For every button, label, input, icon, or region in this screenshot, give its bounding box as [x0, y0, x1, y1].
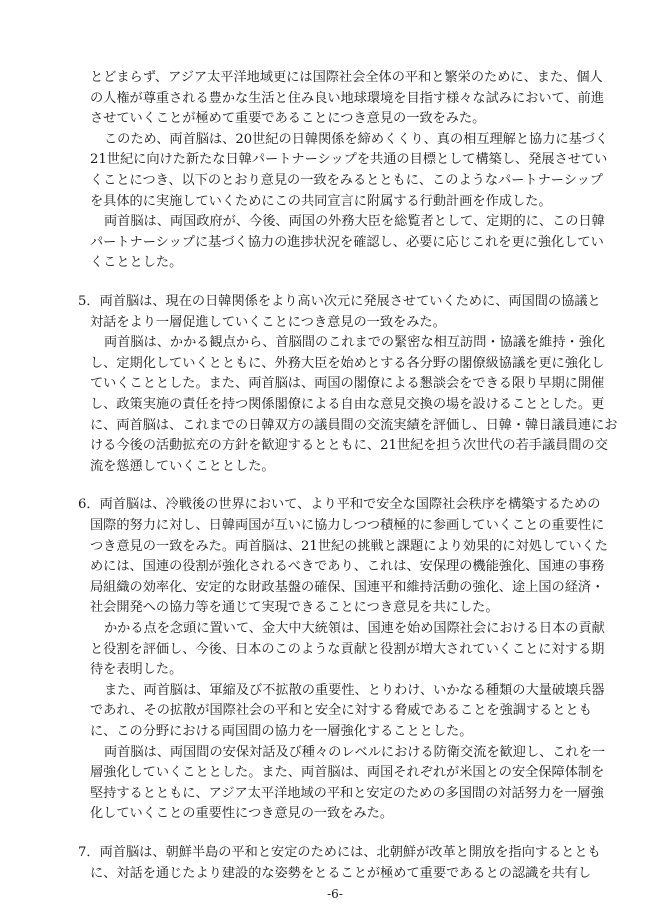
text-line: 待を表明した。 — [90, 662, 183, 678]
text-line: 両首脳は、両国間の安保対話及び種々のレベルにおける防衛交流を歓迎し、これを一 — [104, 744, 606, 760]
section-5-heading: 5．両首脳は、現在の日韓関係をより高い次元に発展させていくために、両国間の協議と — [78, 294, 601, 309]
text-line: と役割を評価し、今後、日本のこのような貢献と役割が増大されていくことに対する期 — [90, 641, 605, 657]
text-line: ていくこととした。また、両首脳は、両国の閣僚による懇談会をできる限り早期に開催 — [90, 376, 605, 392]
text-line: くこととした。 — [90, 255, 183, 271]
text-line: くことにつき、以下のとおり意見の一致をみるとともに、このようなパートナーシップ — [90, 173, 603, 188]
text-line: また、両首脳は、軍縮及び不拡散の重要性、とりわけ、いかなる種類の大量破壊兵器 — [104, 682, 605, 698]
text-line: かかる点を念頭に置いて、金大中大統領は、国連を始め国際社会における日本の貢献 — [104, 621, 605, 636]
text-line: 国際的努力に対し、日韓両国が互いに協力しつつ積極的に参画していくことの重要性に — [90, 518, 605, 533]
text-line: 堅持するとともに、アジア太平洋地域の平和と安定のための多国間の対話努力を一層強 — [90, 785, 604, 801]
text-line: 対話をより一層促進していくことにつき意見の一致をみた。 — [90, 314, 446, 330]
text-line: めには、国連の役割が強化されるべきであり、これは、安保理の機能強化、国連の事務 — [90, 559, 605, 575]
text-line: 層強化していくこととした。また、両首脳は、両国それぞれが米国との安全保障体制を — [90, 765, 605, 781]
text-line: 化していくことの重要性につき意見の一致をみた。 — [90, 806, 394, 822]
text-line: とどまらず、アジア太平洋地域更には国際社会全体の平和と繁栄のために、また、個人 — [90, 70, 603, 85]
section-6-heading: 6．両首脳は、冷戦後の世界において、より平和で安全な国際社会秩序を構築するための — [78, 497, 601, 513]
text-line: させていくことが極めて重要であることにつき意見の一致をみた。 — [90, 111, 486, 127]
text-line: 両首脳は、両国政府が、今後、両国の外務大臣を総覧者として、定期的に、この日韓 — [104, 214, 605, 230]
text-line: であれ、その拡散が国際社会の平和と安全に対する脅威であることを強調するととも — [90, 703, 592, 719]
text-line: パートナーシップに基づく協力の進捗状況を確認し、必要に応じこれを更に強化してい — [90, 234, 604, 250]
text-line: し、政策実施の責任を持つ関係閣僚による自由な意見交換の場を設けることとした。更 — [90, 397, 605, 412]
text-line: に、対話を通じたより建設的な姿勢をとることが極めて重要であるとの認識を共有し — [90, 865, 592, 881]
text-line: つき意見の一致をみた。両首脳は、21世紀の挑戦と課題により効果的に対処していくた — [90, 538, 608, 554]
text-line: 流を慫慂していくこととした。 — [90, 458, 275, 474]
text-line: 社会開発への協力等を通じて実現できることにつき意見を共にした。 — [90, 600, 499, 616]
section-7-heading: 7．両首脳は、朝鮮半島の平和と安定のためには、北朝鮮が改革と開放を指向するととも — [78, 845, 601, 860]
text-line: 21世紀に向けた新たな日韓パートナーシップを共通の目標として構築し、発展させてい — [90, 152, 608, 168]
text-line: の人権が尊重される豊かな生活と住み良い地球環境を目指す様々な試みにおいて、前進 — [90, 90, 605, 106]
text-line: し、定期化していくとともに、外務大臣を始めとする各分野の閣僚級協議を更に強化し — [90, 355, 605, 371]
text-line: を具体的に実施していくためにこの共同宣言に附属する行動計画を作成した。 — [90, 193, 552, 209]
text-line: ける今後の活動拡充の方針を歓迎するとともに、21世紀を担う次世代の若手議員間の交 — [90, 438, 608, 454]
page-number: -6- — [327, 887, 343, 901]
text-line: 局組織の効率化、安定的な財政基盤の確保、国連平和維持活動の強化、途上国の経済・ — [90, 579, 605, 595]
text-line: に、この分野における両国間の協力を一層強化することとした。 — [90, 724, 473, 739]
text-line: 両首脳は、かかる観点から、首脳間のこれまでの緊密な相互訪問・協議を維持・強化 — [104, 335, 606, 351]
text-line: このため、両首脳は、20世紀の日韓関係を締めくくり、真の相互理解と協力に基づく — [104, 131, 609, 147]
text-line: に、両首脳は、これまでの日韓双方の議員間の交流実績を評価し、日韓・韓日議員連にお — [90, 417, 618, 433]
